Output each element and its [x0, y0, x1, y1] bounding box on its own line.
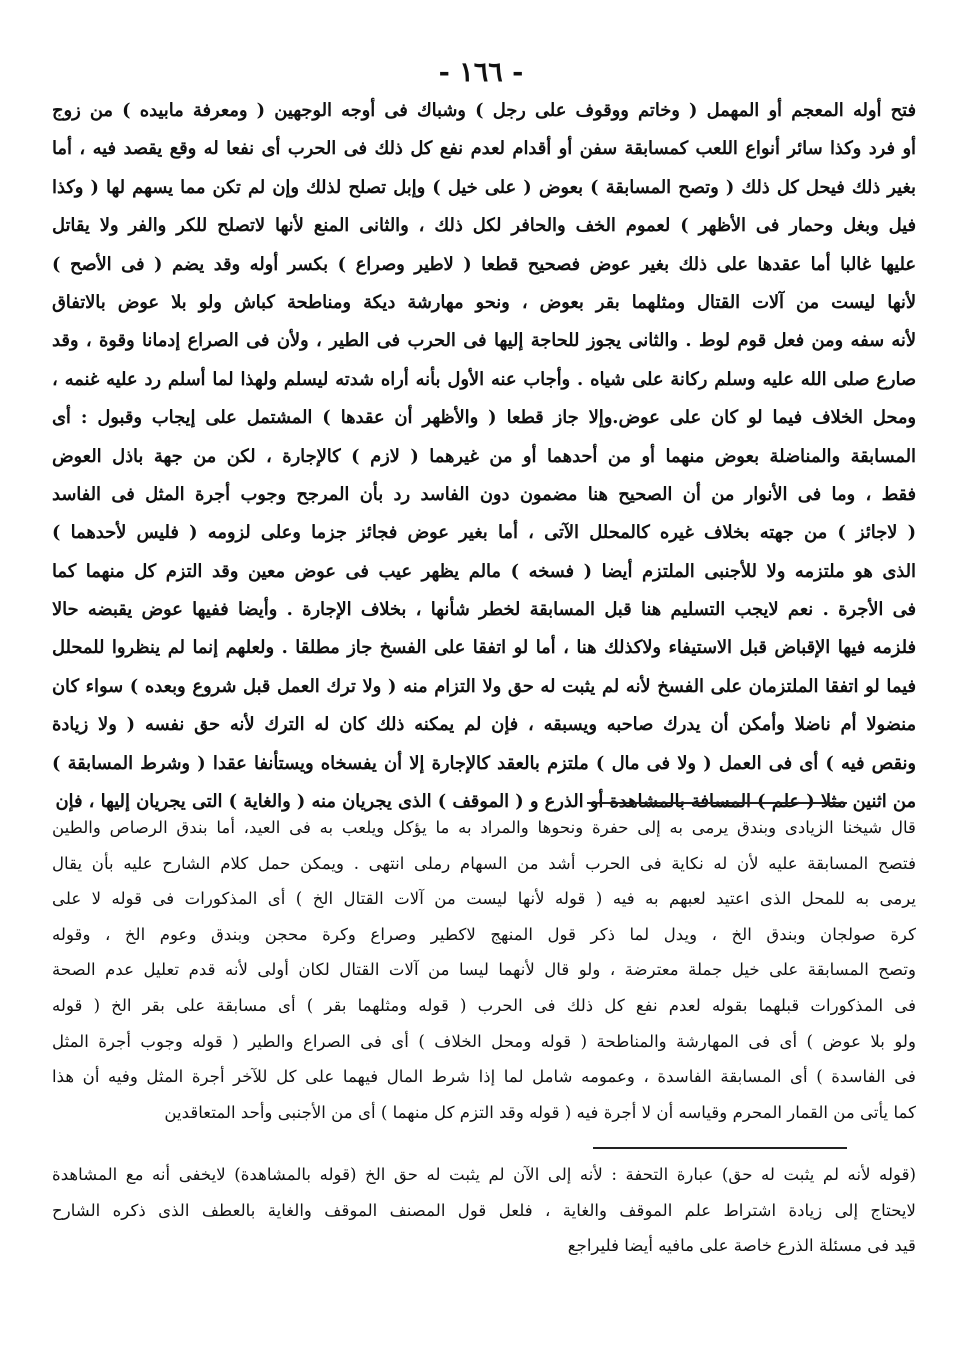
text-line: عليها غالبا أما عقدها على ذلك بغير عوض فصحيح قطعا ( لاطير وصراع ) بكسر أوله وقد يضم ( فى الأصح ): [52, 253, 916, 275]
text-line: الذى هو ملتزمه ولا للأجنبى الملتزم أيضا ( فسخه ) مالم يظهر عيب فى عوض معين وقد التزم كل منهما كما: [52, 560, 916, 582]
footnote-block-1: [52, 810, 916, 1130]
text-line: من اثنين مثلا ( علم ) المسافة بالمشاهدة أو الذرع و ( الموقف ) الذى يجريان منه ( والغاية ) التى يجريان إليها ، فإن: [55, 791, 916, 813]
text-line: أو فرد وكذا سائر أنواع اللعب كمسابقة سفن أو أقدام لعدم نفع كل ذلك فى الحرب أى نفعا له وقع يقصد فيه ، أما: [52, 138, 916, 160]
text-line: فتح أوله المعجم أو المهمل ( وخاتم ووقوف على رجل ) وشباك فى أوجه الوجهين ( ومعرفة مابيده ) من زوج: [52, 100, 916, 121]
footnote-separator-1: [587, 802, 847, 804]
footnote-separator-2: [593, 1147, 847, 1149]
footnote-line: يرمى به للمحل الذى اعتيد لعبهم به فيه ( قوله لأنها ليست من آلات القتال الخ ) أى المذكورات فى قوله لا على: [52, 889, 916, 909]
footnote-line: ولو بلا عوض ) أى فى المهارشة والمناطحة ( قوله ومحل الخلاف ) أى فى الصراع والطير ( قوله وجوب أجرة المثل: [52, 1031, 916, 1051]
footnote-line: فتصح المسابقة عليه لأن له نكاية فى الحرب أشد من السهام رملى انتهى . ويمكن حمل كلام الشارح عليه بأن يقال: [52, 853, 916, 873]
footnote-line: لايحتاج إلى زيادة اشتراط علم الموقف والغاية ، فلعل قول المصنف الموقف والغاية بالعطف الذى ذكره الشارح: [52, 1200, 916, 1220]
text-line: المسابقة والمناضلة بعوض منهما أو من أحدهما أو من غيرهما ( لازم ) كالإجارة ، لكن من جهة باذل العوض: [52, 445, 916, 467]
footnote-line: وتصح المسابقة على خيل جملة معترضة ، ولو قال لأنهما ليسا من آلات القتال لكان أولى لأنه قدم تعليل عدم الصحة: [52, 960, 916, 980]
footnote-line: قيد فى مسئلة الذرع خاصة على مافيه أيضا فليراجع: [567, 1236, 916, 1256]
text-line: لأنه سفه ومن فعل قوم لوط . والثانى يجوز للحاجة إليها فى الحرب فى الطير ، ولأن فى الصراع إدمانا وقوة ، وقد: [52, 330, 916, 352]
footnote-line: (قوله لأنه لم يثبت له حق) عبارة التحفة : لأنه إلى الآن لم يثبت له حق الخ (قوله بالمشاهدة) لايخفى أنه مع المشاهدة: [52, 1165, 916, 1184]
text-line: فيل وبغل وحمار فى الأظهر ) لعموم الخف والحافر لكل ذلك ، والثانى المنع لأنها لاتصلح للكر والفر ولا يقاتل: [52, 215, 916, 237]
footnote-line: كما يأتى من القمار المحرم وقياسه أن لا أجرة فيه ( قوله وقد التزم كل منهما ) أى من الأجنبى وأحد المتعاقدين: [164, 1102, 916, 1122]
footnote-line: كرة صولجان وبندق الخ ، ويدل لما ذكر قول المنهج لاكطير وصراع وكرة محجن وبندق وعوم الخ ، وقوله: [52, 924, 916, 944]
text-line: صارع صلى الله عليه وسلم ركانة على شياه . وأجاب عنه الأول بأنه أراه شدته ليسلم ولهذا لما أسلم رد عليه غنمه ،: [52, 368, 916, 390]
footnote-line: فى المذكورات قبلهما بقوله لعدم نفع كل ذلك فى الحرب ( قوله ومثلهما بقر ) أى مسابقة على بقر الخ ( قوله: [52, 995, 916, 1015]
text-line: ومحل الخلاف فيما لو كان على عوض.وإلا جاز قطعا ( والأظهر أن عقدها ) المشتمل على إيجاب وقبول : أى: [52, 407, 916, 429]
text-line: فيما لو اتفقا الملتزمان على الفسخ لأنه لم يثبت له حق ولا التزام منه ( ولا ترك العمل قبل شروع وبعده ) سواء كان: [52, 675, 916, 697]
text-line: بغير ذلك فيحل كل ذلك ( وتصح المسابقة ) بعوض ( على خيل ) وإبل تصلح لذلك وإن لم تكن مما يسهم لها ( وكذا: [52, 176, 916, 198]
page-number: - ١٦٦ -: [438, 57, 524, 88]
text-line: فى الأجرة . نعم لايجب التسليم هنا قبل المسابقة لخطر شأنها ، بخلاف الإجارة . وأيضا ففيها عوض يقبضه حالا: [52, 599, 916, 621]
main-text-block: [52, 92, 916, 821]
text-line: ونقص فيه ) أى فى العمل ( ولا فى مال ) ملتزم بالعقد كالإجارة إلا أن يفسخاه ويستأنفا عقدا ( وشرط المسابقة ): [52, 752, 916, 774]
footnote-line: فى الفاسدة ) أى المسابقة الفاسدة ، وعمومه شامل لما إذا شرط المال فيهما على كل للآخر أجرة المثل وفيه أن هذا: [52, 1067, 916, 1087]
footnote-line: قال شيخنا الزيادى وبندق يرمى به إلى حفرة ونحوها والمراد به ما يؤكل ويلعب به فى العيد، أما بندق الرصاص والطين: [52, 818, 916, 837]
text-line: ( لاجائز ) من جهته بخلاف غيره كالمحلل الآتى ، أما بغير عوض فجائز جزما وعلى لزومه ( فليس لأحدهما ): [52, 522, 916, 544]
text-line: فلزمه فيها الإقباض قبل الاستيفاء ولاكذلك هنا ، أما لو اتفقا على الفسخ جاز مطلقا . ولعلهم إنما لم ينظروا للمحلل: [52, 637, 916, 659]
footnote-block-2: [52, 1157, 916, 1264]
text-line: فقط ، وما فى الأنوار من أن الصحيح هنا مضمون دون الفاسد رد بأن المرجح وجوب أجرة المثل فى الفاسد: [52, 483, 916, 505]
text-line: لأنها ليست من آلات القتال ومثلهما بقر بعوض ، ونحو مهارشة ديكة ومناطحة كباش ولو بلا عوض بالاتفاق: [52, 291, 916, 313]
text-line: منضولا أم ناضلا وأمكن أن يدرك صاحبه ويسبقه ، فإن لم يمكنه ذلك كان له الترك لأنه حق نفسه ( ولا زيادة: [52, 714, 916, 736]
